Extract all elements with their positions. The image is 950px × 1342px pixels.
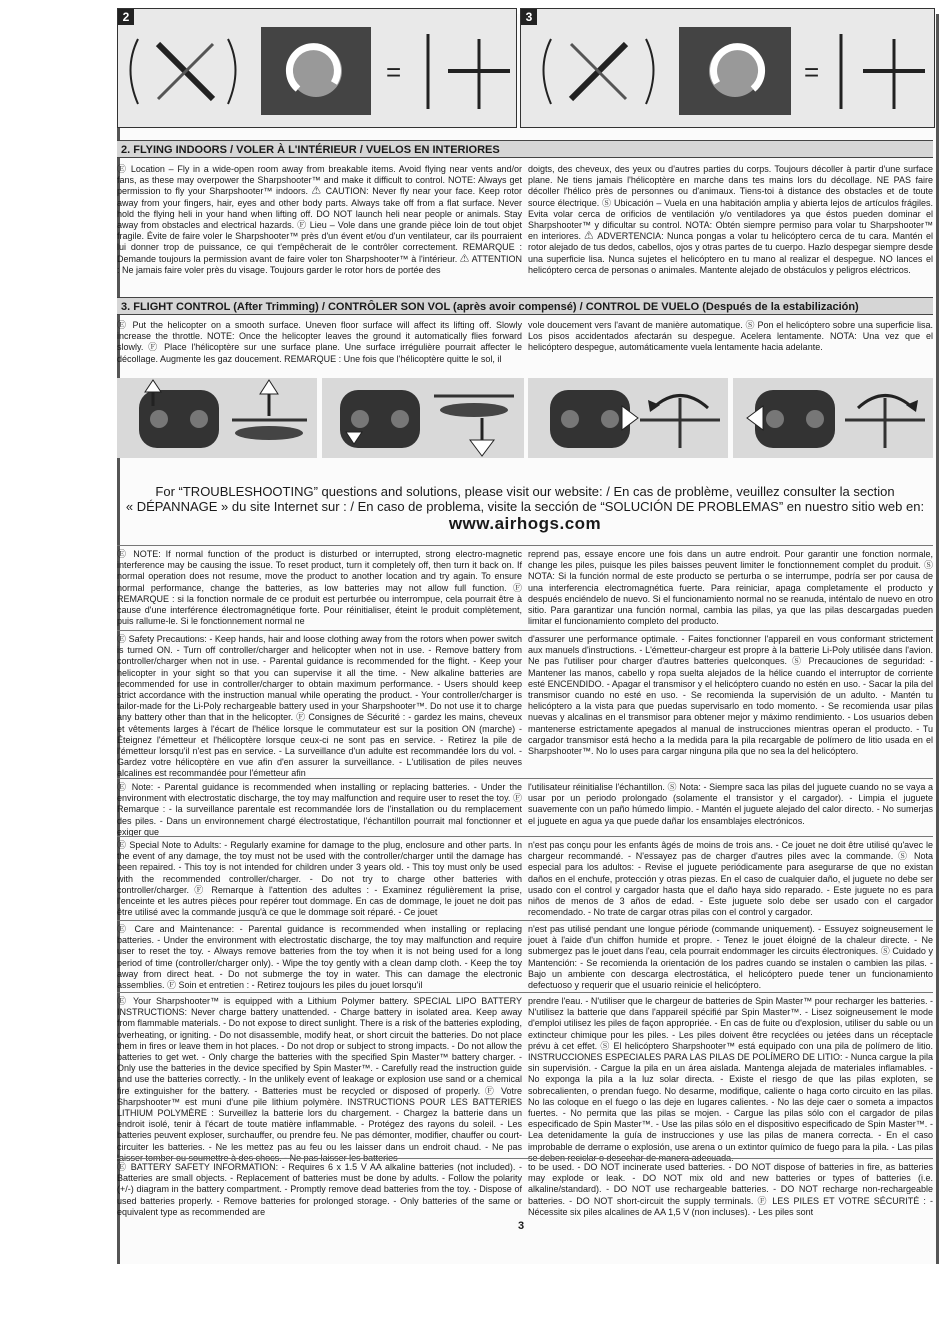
controller-illustration-throttle-down: [322, 378, 524, 458]
step-panel-2: [117, 8, 517, 128]
notice-interference: [117, 545, 933, 627]
notice-text-right: n'est pas utilisé pendant une longue période (commande uniquement). - Essuyez soigneusement le jouet à l'aide d'un chiffon humide et propre. - Tenez le jouet éloigné de la chaleur directe. - Ne submergez pas le jouet dans l'eau, cela pourrait endommager les circuits électroniques. Ⓢ Cuidado y Mantención: - Se recomienda la orientación de los padres cuando se instalen o cambien las pilas. - Bajo un ambiente con descarga electrostática, el helicóptero puede tener un funcionamiento defectuoso y requerir que el usuario reinicie el helicóptero.: [528, 924, 933, 991]
notice-text-left: Ⓔ Care and Maintenance: - Parental guidance is recommended when installing or replacing batteries. - Under the environment with electrostatic discharge, the toy may malfunction and require user to reset the toy. - Always remove batteries from the toy when it is not being used for a long period of time (controller/charger only). - Wipe the toy gently with a clean damp cloth. - Keep the toy away from direct heat. - Do not submerge the toy in water. This can damage the electronic assemblies. Ⓕ Soin et entretien : - Retirez toujours les piles du jouet lorsqu'il: [117, 924, 522, 991]
notice-text-left: Ⓔ BATTERY SAFETY INFORMATION: - Requires 6 x 1.5 V AA alkaline batteries (not included). - Batteries are small objects. - Replacement of batteries must be done by adults. - Follow the polarity (+/-) diagram in the battery compartment. - Promptly remove dead batteries from the toy. - Dispose of used batteries properly. - Remove batteries for prolonged storage. - Only batteries of the same or equivalent type as recommended are: [117, 1162, 522, 1217]
controller-turn-left-drawing: [528, 378, 728, 458]
troubleshooting-line-2: « DÉPANNAGE » du site Internet sur : / En caso de problema, visite la sección de “SOLUCIÓN DE PROBLEMAS” en nuestro sitio web en:: [125, 499, 925, 514]
notice-lipo-battery: [117, 992, 933, 1163]
controller-illustration-turn-right: [733, 378, 933, 458]
notice-parental-guidance: [117, 778, 933, 837]
heli-rotate-left-illustration: [118, 9, 516, 127]
controller-illustration-turn-left: [528, 378, 728, 458]
notice-special-note-adults: [117, 836, 933, 918]
svg-text:=: =: [804, 57, 820, 87]
notice-text-right: l'utilisateur réinitialise l'échantillon. Ⓢ Nota: - Siempre saca las pilas del juguete cuando no se vaya a usar por un periodo prolongado (solamente el transistor y el cargador). - Limpia el juguete suavemente con un paño húmedo limpio. - Mantén el juguete alejado del calor directo. - No sumerjas el juguete en agua ya que puede dañar los ensamblajes electrónicos.: [528, 782, 933, 826]
notice-care-maintenance: [117, 920, 933, 990]
step-panel-3: [520, 8, 935, 128]
step-number: 2: [118, 9, 134, 25]
flight-control-text-left: Ⓔ Put the helicopter on a smooth surface. Uneven floor surface will affect its lifting off. Slowly increase the throttle. NOTE: Once the helicopter leaves the ground it automatically flies forward slowly. Ⓕ Place l'hélicoptère sur une surface plane. Une surface irrégulière pourrait affecter le décollage. Augmente les gaz doucement. REMARQUE : Une fois que l'hélicoptère quitte le sol, il: [117, 320, 522, 364]
notice-text-right: d'assurer une performance optimale. - Faites fonctionner l'appareil en vous conformant strictement aux manuels d'instructions. - L'émetteur-chargeur est propre à la batterie Li-Poly utilisée dans l'avion. Ne pas l'utiliser pour charger d'autres batteries quelconques. Ⓢ Precauciones de seguridad: - Mantener las manos, cabello y ropa suelta alejados de la hélice cuando el interruptor de corriente esté ENCENDIDO. - Apagar el transmisor y el helicóptero cuando no estén en uso. - Sacar la pila del transmisor cuando no esté en uso. - Se recomienda la supervisión de un adulto. - Mantén tu helicóptero a la vista para que puedas supervisarlo en todo momento. - Se recomienda usar pilas nuevas y alcalinas en el transmisor para obtener mejor y máximo rendimiento. - Los usuarios deben mantenerse estrictamente apegados al manual de instrucciones mientras operan el producto. - Tu cargador transmisor está hecho a la medida para la pila recargable de polímero de litio usada en el Sharpshooter™. No lo uses para cargar ninguna pila que no sea la del helicóptero.: [528, 634, 933, 757]
troubleshooting-line-1: For “TROUBLESHOOTING” questions and solutions, please visit our website: / En cas de problème, veuillez consulter la section: [155, 484, 895, 499]
controller-illustration-throttle-up: [117, 378, 317, 458]
page-number: 3: [518, 1220, 525, 1232]
controller-throttle-up-drawing: [117, 378, 317, 458]
heli-rotate-right-illustration: [521, 9, 934, 127]
notice-text-right: to be used. - DO NOT incinerate used batteries. - DO NOT dispose of batteries in fire, as batteries may explode or leak. - DO NOT mix old and new batteries or types of batteries (i.e. alkaline/standard). - DO NOT use rechargeable batteries. - DO NOT recharge non-rechargeable batteries. - DO NOT short-circuit the supply terminals. Ⓕ LES PILES ET VOTRE SÉCURITÉ : - Nécessite six piles alcalines de AA 1,5 V (non incluses). - Les piles sont: [528, 1162, 933, 1217]
flying-indoors-text-left: Ⓔ Location – Fly in a wide-open room away from breakable items. Avoid flying near vents and/or fans, as these may overpower the Sharpshooter™ and make it difficult to control. NOTE: Always get permission to fly your Sharpshooter™ indoors. ⚠ CAUTION: Never fly near your face. Keep rotor away from your fingers, hair, eyes and other body parts. Always take off from a flat surface. Never hold the flying heli in your hand when lifting off. DO NOT launch heli near people or animals. Stay away from obstacles and electrical hazards. Ⓕ Lieu – Vole dans une grande pièce loin de tout objet fragile. Évite de faire voler le Sharpshooter™ près d'un évent et/ou d'un ventilateur, car ils pourraient lui donner trop de puissance, ce qui t'empêcherait de le contrôler correctement. REMARQUE : Demande toujours la permission avant de faire voler ton Sharpshooter™ à l'intérieur. ⚠ ATTENTION : Ne jamais faire voler près du visage. Toujours garder le rotor hors de portée des: [117, 164, 522, 275]
notice-text-left: Ⓔ Your Sharpshooter™ is equipped with a Lithium Polymer battery. SPECIAL LIPO BATTERY INSTRUCTIONS: Never charge battery unattended. - Charge battery in isolated area. Keep away from flammable materials. - Do not expose to direct sunlight. There is a risk of the batteries exploding, overheating, or igniting. - Do not disassemble, modify heat, or short circuit the batteries. Do not place them in fires or leave them in hot places. - Do not drop or subject to strong impacts. - Do not allow the batteries to get wet. - Only charge the batteries with the specified Spin Master™ battery charger. - Only use the batteries in the device specified by Spin Master™. - Carefully read the instruction guide and use the batteries correctly. - In the unlikely event of leakage or explosion use sand or a chemical fire extinguisher for the battery. - Batteries must be recycled or disposed of properly. Ⓕ Votre Sharpshooter™ est muni d'une pile lithium polymère. INSTRUCTIONS POUR LES BATTERIES LITHIUM POLYMÈRE : Surveillez la batterie lors du chargement. - Chargez la batterie dans un endroit isolé, tenir à l'écart de toute matière inflammable. - Protégez des rayons du soleil. - Les batteries peuvent exploser, surchauffer, ou prendre feu. Ne pas démonter, modifier, chauffer ou court-circuiter les batteries. - Ne les mettez pas au feu ou les laisser dans un endroit chaud. - Ne pas laisser tomber ou soumettre à des chocs. - Ne pas laisser les batteries: [117, 996, 522, 1163]
notice-battery-safety: [117, 1158, 933, 1217]
notice-safety-precautions: [117, 630, 933, 779]
flight-control-text-right: vole doucement vers l'avant de manière automatique. Ⓢ Pon el helicóptero sobre una superficie lisa. Los pisos accidentados afectarán su despegue. Acelera lentamente. NOTA: Una vez que el helicóptero despegue, automáticamente vuela lentamente hacia adelante.: [528, 320, 933, 353]
notice-text-left: Ⓔ NOTE: If normal function of the product is disturbed or interrupted, strong electro-magnetic interference may be causing the issue. To reset product, turn it completely off, then turn it back on. If normal operation does not resume, move the product to another location and try again. To ensure normal performance, change the batteries, as low batteries may not allow full function. Ⓕ REMARQUE : si la fonction normale de ce produit est perturbée ou interrompue, cela pourrait être à cause d'une interférence électromagnétique forte. Pour réinitialiser, éteint le produit complètement, puis rallume-le. Si le fonctionnement normal ne: [117, 549, 522, 627]
notice-text-left: Ⓔ Safety Precautions: - Keep hands, hair and loose clothing away from the rotors when power switch is turned ON. - Turn off controller/charger and helicopter when not in use. - Remove battery from controller/charger when not in use. - Parental guidance is recommended for the flight. - Keep your helicopter in your sight so that you can supervise it all the time. - New alkaline batteries are recommended for use in controller/charger to obtain maximum performance. - Users should keep strict accordance with the instruction manual while operating the product. - Your controller/charger is tailor-made for the Li-Poly rechargeable battery used in your Sharpshooter™. Do not use it to charge any battery other than that in the helicopter. Ⓕ Consignes de Sécurité : - gardez les mains, cheveux et vêtements larges à l'écart de l'hélice lorsque le commutateur est sur la position ON (marche) - Éteignez l'émetteur et l'hélicoptère lorsque ceux-ci ne sont pas en service. - Retirez la pile de l'émetteur lorsqu'il n'est pas en service. - La surveillance d'un adulte est recommandée lors du vol. - Gardez votre hélicoptère en vue afin d'en assurer la surveillance. - L'utilisation de piles neuves alcalines est recommandée pour l'émetteur afin: [117, 634, 522, 779]
controller-turn-right-drawing: [733, 378, 933, 458]
flying-indoors-text-right: doigts, des cheveux, des yeux ou d'autres parties du corps. Toujours décoller à partir d'une surface plane. Ne tiens jamais l'hélicoptère en marche dans tes mains lors du décollage. NE PAS faire décoller l'hélico près de personnes ou d'animaux. Tiens-toi à distance des obstacles et de toute source électrique. Ⓢ Ubicación – Vuela en una habitación amplia y abierta lejos de artículos frágiles. Evita volar cerca de orificios de ventilación y/o ventiladores ya que éstos pueden dominar el Sharpshooter™ y dificultar su control. NOTA: Obtén siempre permiso para volar tu Sharpshooter™ en interiores. ⚠ ADVERTENCIA: Nunca pongas a volar tu helicóptero cerca de tu cara. Mantén el rotor alejado de tus dedos, cabellos, ojos y otras partes de tu cuerpo. Hazlo despegar siempre desde una superficie lisa. Nunca sujetes el helicóptero en tu mano al realizar el despegue. NO lances el helicóptero cerca de personas o animales. Mantente alejado de obstáculos y peligros eléctricos.: [528, 164, 933, 275]
notice-text-right: prendre l'eau. - N'utiliser que le chargeur de batteries de Spin Master™ pour recharger les batteries. - N'utilisez la batterie que dans l'appareil spécifié par Spin Master™. - Lisez soigneusement le mode d'emploi utilisez les piles de façon appropriée. - En cas de fuite ou d'explosion, utiliser du sable ou un extincteur chimique pour les piles. - Les piles doivent être recyclées ou jetées dans un réceptacle prévu à cet effet. Ⓢ El helicóptero Sharpshooter™ está equipado con una pila de polímero de litio. INSTRUCCIONES ESPECIALES PARA LAS PILAS DE POLÍMERO DE LITIO: - Nunca cargue la pila sin supervisión. - Cargue la pila en un área aislada. Mantenga alejada de materiales inflamables. - No exponga la pila a la luz solar directa. - Existe el riesgo de que las pilas exploten, se sobrecalienten, o prendan fuego. No desarme, modifique, caliente o haga corto circuito en las pilas. No las coloque en el fuego o las deje en lugares calientes. - No las deje caer o someta a impactos fuertes. - No permita que las pilas se mojen. - Cargue las pilas sólo con el cargador de pilas especificado de Spin Master™. - Use las pilas sólo en el dispositivo especificado de Spin Master™. - Lea detenidamente la guía de instrucciones y use las pilas de manera correcta. - En el caso improbable de derrame o explosión, use arena o un extintor químico de fuego para la pila. - Las pilas se deben reciclar o desechar de manera adecuada.: [528, 996, 933, 1163]
section-heading-flight-control: 3. FLIGHT CONTROL (After Trimming) / CONTRÔLER SON VOL (après avoir compensé) / CONTROL DE VUELO (Después de la estabilización): [117, 297, 933, 315]
website-link[interactable]: www.airhogs.com: [448, 514, 602, 533]
notice-text-right: n'est pas conçu pour les enfants âgés de moins de trois ans. - Ce jouet ne doit être utilisé qu'avec le chargeur recommandé. - N'essayez pas de charger d'autres piles avec la commande. Ⓢ Nota especial para los adultos: - Revise el juguete periódicamente para asegurarse de que no existan daños en el enchufe, protección y otras piezas. En el caso de cualquier daño, el juguete no debe ser usado con el control y cargador hasta que el daño haya sido reparado. - Este juguete no es para niños de menos de 3 años de edad. - Este juguete solo debe ser usado con el cargador recomendado. - No trate de cargar otras pilas con el control y cargador.: [528, 840, 933, 918]
notice-text-left: Ⓔ Special Note to Adults: - Regularly examine for damage to the plug, enclosure and other parts. In the event of any damage, the toy must not be used with the controller/charger until the damage has been repaired. - This toy is not intended for children under 3 years old. - This toy must only be used with the recommended controller/charger. - Do not try to charge other batteries with controller/charger. Ⓕ Remarque à l'attention des adultes : - Examinez régulièrement la prise, l'enceinte et les autres pièces pour repérer tout dommage. En cas de dommage, le jouet ne doit pas être utilisé avec la commande jusqu'à ce que le dommage soit réparé. - Ce jouet: [117, 840, 522, 918]
section-heading-flying-indoors: 2. FLYING INDOORS / VOLER À L'INTÉRIEUR / VUELOS EN INTERIORES: [117, 140, 933, 158]
notice-text-right: reprend pas, essaye encore une fois dans un autre endroit. Pour garantir une fonction normale, change les piles, puisque les piles baisses peuvent limiter le fonctionnement complet du produit. Ⓢ NOTA: Si la función normal de este producto se perturba o se interrumpe, podría ser por causa de una interferencia electromagnética fuerte. Para reiniciar, apaga completamente el producto y después enciéndelo de nuevo. Si el funcionamiento normal no se reanuda, inténtalo de nuevo en otro sitio. Para garantizar una función normal, cambia las pilas, ya que las pilas descargadas pueden limitar el funcionamiento completo del producto.: [528, 549, 933, 627]
step-number: 3: [521, 9, 537, 25]
notice-text-left: Ⓔ Note: - Parental guidance is recommended when installing or replacing batteries. - Under the environment with electrostatic discharge, the toy may malfunction and require user to reset the toy. Ⓕ Remarque : - la surveillance parentale est recommandée lors de l'installation ou du remplacement des piles. - Dans un environnement chargé électrostatique, l'échantillon pourrait mal fonctionner et exiger que: [117, 782, 522, 837]
svg-text:=: =: [386, 57, 402, 87]
controller-throttle-down-drawing: [322, 378, 524, 458]
